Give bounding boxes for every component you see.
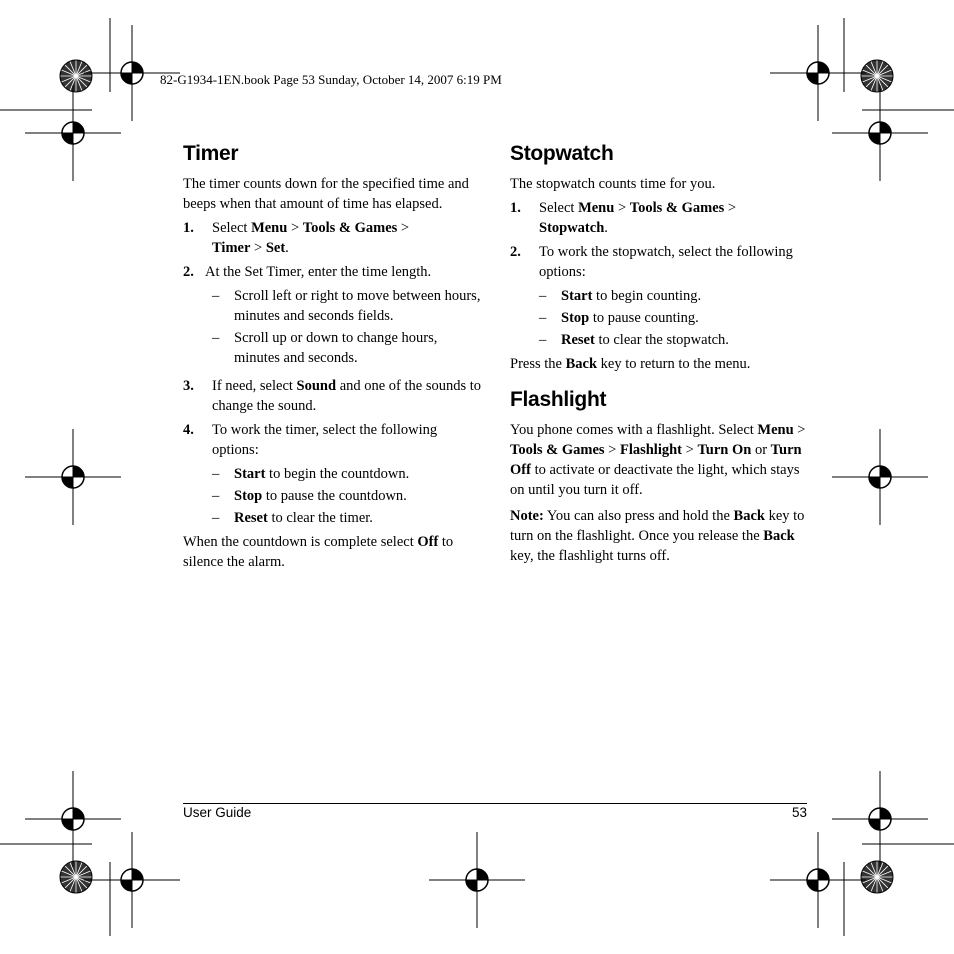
timer-step-1: 1. Select Menu > Tools & Games > Timer > Set.	[183, 220, 410, 256]
star-target-icon	[861, 861, 893, 893]
timer-step-4-options	[212, 464, 483, 528]
stopwatch-step-1: 1. Select Menu > Tools & Games > Stopwatch.	[510, 200, 737, 236]
timer-label: Timer	[212, 240, 251, 256]
registration-mark-icon	[84, 832, 180, 928]
step-number: 2.	[510, 244, 521, 260]
step-number: 3.	[183, 378, 194, 394]
registration-mark-icon	[25, 771, 121, 867]
list-item: – Scroll up or down to change hours, minutes and seconds.	[212, 330, 438, 366]
list-item: – Start to begin the countdown.	[212, 466, 410, 482]
list-item: – Reset to clear the stopwatch.	[539, 332, 729, 348]
step-number: 2.	[183, 264, 194, 280]
list-item: – Reset to clear the timer.	[212, 510, 373, 526]
set-label: Set	[265, 240, 286, 256]
registration-mark-icon	[25, 429, 121, 525]
stopwatch-outro: Press the Back key to return to the menu.	[510, 356, 751, 372]
stopwatch-intro: The stopwatch counts time for you.	[510, 176, 716, 192]
footer-divider	[183, 803, 807, 804]
stopwatch-step-2-options	[539, 286, 810, 350]
timer-step-2-options	[212, 286, 483, 368]
registration-mark-icon	[832, 771, 928, 867]
list-item: – Stop to pause counting.	[539, 310, 699, 326]
registration-mark-icon	[429, 832, 525, 928]
registration-mark-icon	[770, 832, 866, 928]
star-target-icon	[60, 60, 92, 92]
stopwatch-step-2: 2. To work the stopwatch, select the following options:	[510, 244, 793, 280]
registration-mark-icon	[25, 85, 121, 181]
list-item: – Start to begin counting.	[539, 288, 702, 304]
stopwatch-heading: Stopwatch	[510, 142, 614, 165]
tools-games-label: Tools & Games	[302, 220, 398, 236]
timer-step-2: 2. At the Set Timer, enter the time length.	[183, 264, 432, 280]
list-item: – Scroll left or right to move between hours, minutes and seconds fields.	[212, 288, 481, 324]
list-item: – Stop to pause the countdown.	[212, 488, 407, 504]
star-target-icon	[60, 861, 92, 893]
timer-intro: The timer counts down for the specified time and beeps when that amount of time has elapsed.	[183, 176, 469, 212]
star-target-icon	[861, 60, 893, 92]
flashlight-heading: Flashlight	[510, 388, 607, 411]
footer-title: User Guide	[183, 805, 252, 820]
step-number: 1.	[510, 200, 521, 216]
flashlight-note: Note: You can also press and hold the Back key to turn on the flashlight. Once you release the Back key, the flashlight turns off.	[510, 508, 805, 564]
sound-label: Sound	[296, 378, 337, 394]
step-number: 4.	[183, 422, 194, 438]
print-header: 82-G1934-1EN.book Page 53 Sunday, October 14, 2007 6:19 PM	[160, 72, 502, 87]
stopwatch-section	[510, 140, 810, 570]
timer-step-3: 3. If need, select Sound and one of the sounds to change the sound.	[183, 378, 482, 414]
timer-step-4: 4. To work the timer, select the following options:	[183, 422, 438, 458]
menu-label: Menu	[251, 220, 288, 236]
page-number: 53	[791, 805, 807, 820]
registration-mark-icon	[832, 429, 928, 525]
registration-mark-icon	[770, 25, 866, 121]
timer-section	[183, 140, 483, 576]
timer-heading: Timer	[183, 142, 239, 165]
step-number: 1.	[183, 220, 194, 236]
timer-outro: When the countdown is complete select Off to silence the alarm.	[183, 534, 454, 570]
registration-mark-icon	[832, 85, 928, 181]
flashlight-body: You phone comes with a flashlight. Select Menu > Tools & Games > Flashlight > Turn On or Turn Off to activate or deactivate the light, which stays on until you turn it off.	[510, 422, 806, 498]
